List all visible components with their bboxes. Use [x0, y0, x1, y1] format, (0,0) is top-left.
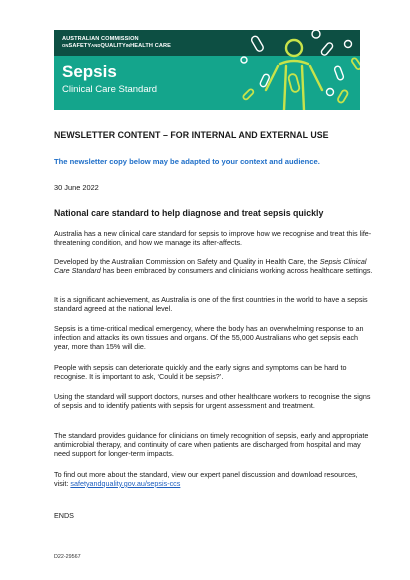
- paragraph-6: Using the standard will support doctors, nurses and other healthcare workers to recognise the signs of sepsis and to identify patients with sepsis for urgent assessment and treatment.: [54, 392, 371, 410]
- paragraph-7: The standard provides guidance for clinicians on timely recognition of sepsis, early and appropriate antimicrobial therapy, and continuity of care when patients are discharged from hospital and may need support for longer-term impacts.: [54, 431, 369, 458]
- sepsis-banner: [54, 30, 360, 110]
- paragraph-5: People with sepsis can deteriorate quickly and the early signs and symptoms can be hard to recognise. It is important to ask, ‘Could it be sepsis?’.: [54, 363, 347, 381]
- ends-marker: ENDS: [54, 511, 74, 520]
- article-headline: National care standard to help diagnose and treat sepsis quickly: [54, 208, 324, 218]
- paragraph-2: Developed by the Australian Commission on Safety and Quality in Health Care, the Sepsis Clinical Care Standard has been embraced by consumers and clinicians working across healthcare settings.: [54, 257, 373, 275]
- commission-logo-text: [62, 36, 171, 49]
- banner-title: Sepsis: [62, 62, 117, 81]
- intro-note: The newsletter copy below may be adapted to your context and audience.: [54, 157, 320, 166]
- sepsis-ccs-link[interactable]: safetyandquality.gov.au/sepsis-ccs: [70, 478, 181, 488]
- paragraph-8: To find out more about the standard, view our expert panel discussion and download resources, visit: safetyandquality.gov.au/sepsis-ccs: [54, 470, 358, 488]
- page-heading: NEWSLETTER CONTENT – FOR INTERNAL AND EXTERNAL USE: [54, 130, 329, 140]
- banner-subtitle: Clinical Care Standard: [62, 84, 158, 95]
- commission-line-2: ONSAFETYANDQUALITYINHEALTH CARE: [62, 42, 171, 49]
- publish-date: 30 June 2022: [54, 183, 99, 192]
- paragraph-4: Sepsis is a time-critical medical emergency, where the body has an overwhelming response to an infection and attacks its own tissues and organs. Of the 55,000 Australians who get sepsis each year, more than 15% will die.: [54, 324, 364, 351]
- paragraph-3: It is a significant achievement, as Australia is one of the first countries in the world to have a sepsis standard agreed at the national level.: [54, 295, 368, 313]
- paragraph-1: Australia has a new clinical care standard for sepsis to improve how we recognise and treat this life-threatening condition, and how we manage its after-affects.: [54, 229, 372, 247]
- document-id: D22-29567: [54, 554, 81, 560]
- commission-line-1: AUSTRALIAN COMMISSION: [62, 36, 139, 42]
